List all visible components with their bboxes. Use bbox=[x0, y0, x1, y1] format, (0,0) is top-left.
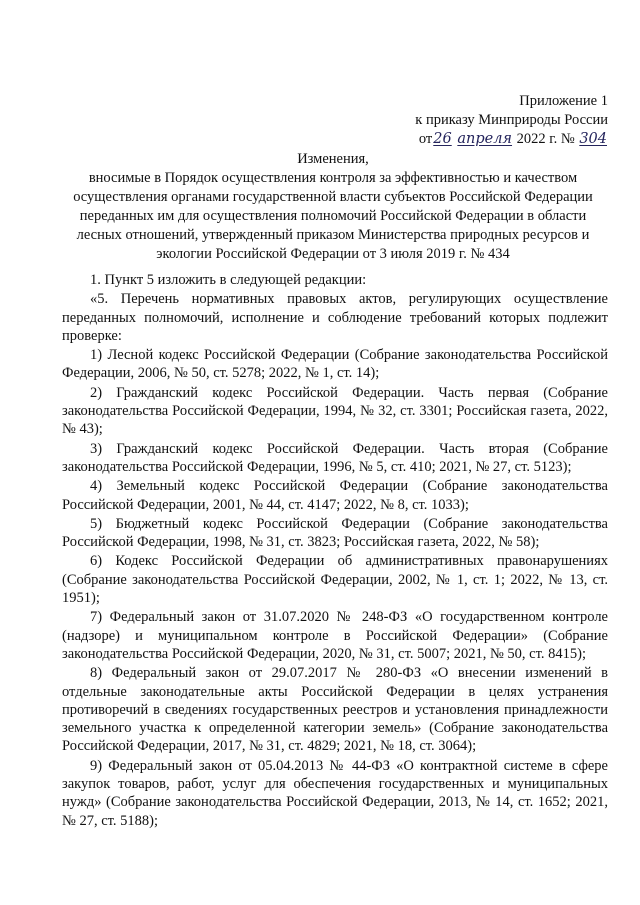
document-title bbox=[56, 150, 610, 264]
title-line-4: переданных им для осуществления полномочий Российской Федерации в области bbox=[79, 208, 587, 224]
list-item: 4) Земельный кодекс Российской Федерации (Собрание законодательства Российской Федерации, 2001, № 44, ст. 4147; 2022, № 8, ст. 1033); bbox=[62, 478, 608, 513]
order-date-line bbox=[419, 130, 608, 149]
title-line-3: осуществления органами государственной власти субъектов Российской Федерации bbox=[73, 189, 593, 205]
list-item: 6) Кодекс Российской Федерации об административных правонарушениях (Собрание законодательства Российской Федерации, 2002, № 1, ст. 1; 2022, № 13, ст. 1951); bbox=[62, 553, 608, 607]
list-item: 5) Бюджетный кодекс Российской Федерации (Собрание законодательства Российской Федерации, 1998, № 31, ст. 3823; Российская газета, 2022, № 58); bbox=[62, 515, 608, 551]
list-item: 9) Федеральный закон от 05.04.2013 № 44-ФЗ «О контрактной системе в сфере закупок товаров, работ, услуг для обеспечения государственных и муниципальных нужд» (Собрание законодательства Российской Федерации, 2013, № 14, ст. 1652; 2021, № 27, ст. 5188); bbox=[62, 757, 608, 829]
point-5-intro: «5. Перечень нормативных правовых актов, регулирующих осуществление переданных полномочий, исполнение и соблюдение требований которых подлежит проверке: bbox=[62, 291, 608, 344]
handwritten-month: апреля bbox=[457, 131, 513, 147]
date-prefix: от bbox=[418, 131, 433, 147]
title-line-6: экологии Российской Федерации от 3 июля 2019 г. № 434 bbox=[156, 246, 510, 262]
point-1: 1. Пункт 5 изложить в следующей редакции: bbox=[90, 272, 367, 288]
list-item: 7) Федеральный закон от 31.07.2020 № 248-ФЗ «О государственном контроле (надзоре) и муниципальном контроле в Российской Федерации» (Собрание законодательства Российской Федерации, 2020, № 31, ст. 5007; 2021, № 50, ст. 8415); bbox=[62, 609, 608, 662]
handwritten-day: 26 bbox=[433, 131, 452, 147]
title-line-2: вносимые в Порядок осуществления контроля за эффективностью и качеством bbox=[88, 170, 578, 186]
handwritten-order-number: 304 bbox=[579, 131, 607, 147]
document-body bbox=[62, 271, 608, 831]
list-item: 1) Лесной кодекс Российской Федерации (Собрание законодательства Российской Федерации, 2006, № 50, ст. 5278; 2022, № 1, ст. 14); bbox=[62, 347, 608, 382]
order-year: 2022 г. № bbox=[516, 131, 575, 147]
list-item: 8) Федеральный закон от 29.07.2017 № 280-ФЗ «О внесении изменений в отдельные законодательные акты Российской Федерации в целях устранения противоречий в сведениях государственных реестров и установления принадлежности земельного участка к определенной категории земель» (Собрание законодательства Российской Федерации, 2017, № 31, ст. 4829; 2021, № 18, ст. 3064); bbox=[62, 665, 608, 755]
title-line-1: Изменения, bbox=[297, 151, 369, 167]
title-line-5: лесных отношений, утвержденный приказом Министерства природных ресурсов и bbox=[76, 227, 590, 243]
appendix-label: Приложение 1 bbox=[519, 93, 608, 109]
order-reference: к приказу Минприроды России bbox=[415, 112, 608, 128]
list-item: 3) Гражданский кодекс Российской Федерации. Часть вторая (Собрание законодательства Российской Федерации, 1996, № 5, ст. 410; 2021, № 27, ст. 5123); bbox=[62, 440, 608, 475]
list-item: 2) Гражданский кодекс Российской Федерации. Часть первая (Собрание законодательства Российской Федерации, 1994, № 32, ст. 3301; Российская газета, 2022, № 43); bbox=[62, 384, 608, 438]
